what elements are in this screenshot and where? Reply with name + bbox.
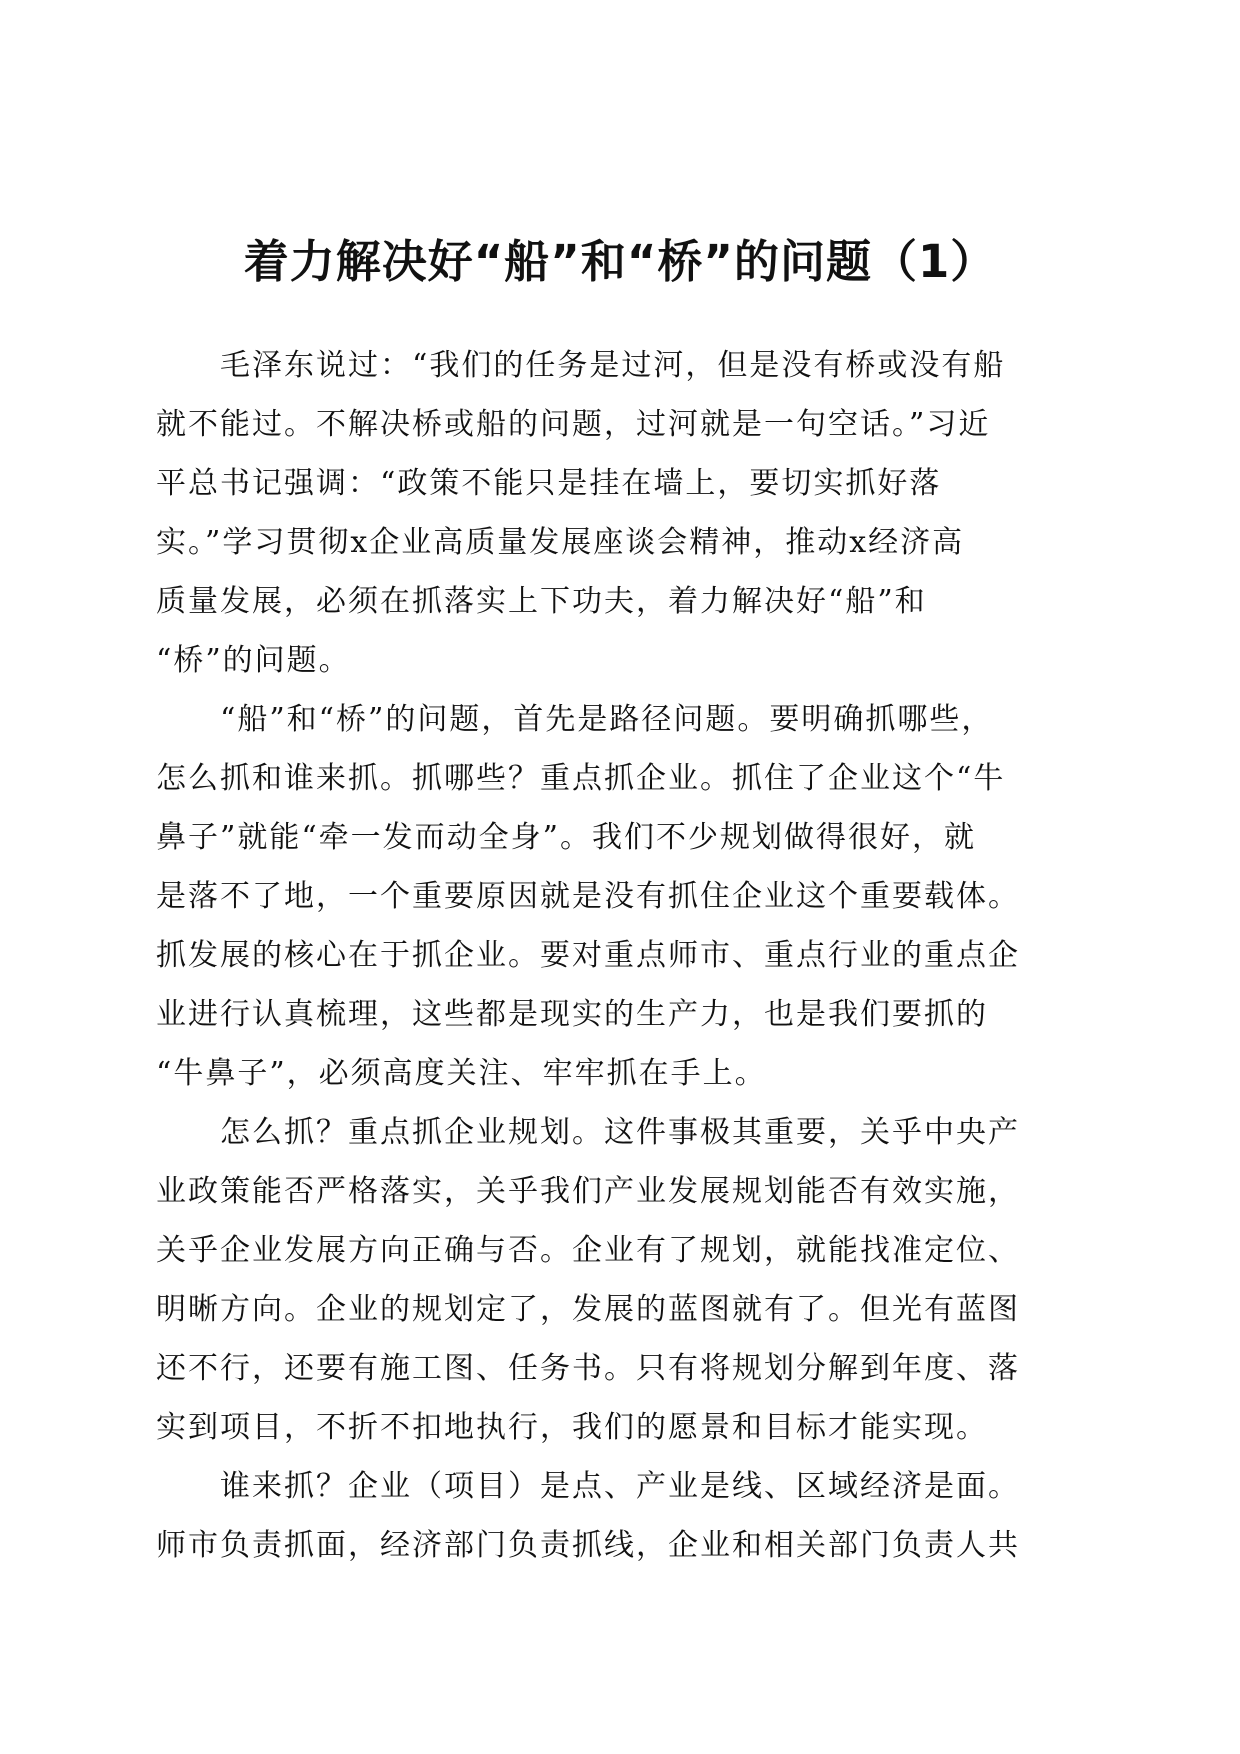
text-line: 怎么抓？重点抓企业规划。这件事极其重要，关乎中央产 [156,1115,1020,1150]
text-line: 实到项目，不折不扣地执行，我们的愿景和目标才能实现。 [156,1410,988,1445]
paragraph-1 [156,336,1056,690]
paragraph-3 [156,1103,1056,1457]
text-line: 平总书记强调：“政策不能只是挂在墙上，要切实抓好落 [156,466,942,501]
text-line: 毛泽东说过：“我们的任务是过河，但是没有桥或没有船 [156,348,1006,383]
text-line: 明晰方向。企业的规划定了，发展的蓝图就有了。但光有蓝图 [156,1292,1020,1327]
text-line: 业进行认真梳理，这些都是现实的生产力，也是我们要抓的 [156,997,988,1032]
text-line: 业政策能否严格落实，关乎我们产业发展规划能否有效实施， [156,1174,1020,1209]
text-line: “桥”的问题。 [156,643,351,678]
text-line: 质量发展，必须在抓落实上下功夫，着力解决好“船”和 [156,584,927,619]
text-line: “牛鼻子”，必须高度关注、牢牢抓在手上。 [156,1056,767,1091]
paragraph-4 [156,1457,1056,1575]
text-line: 关乎企业发展方向正确与否。企业有了规划，就能找准定位、 [156,1233,1020,1268]
text-line: 是落不了地，一个重要原因就是没有抓住企业这个重要载体。 [156,879,1020,914]
text-line: 就不能过。不解决桥或船的问题，过河就是一句空话。”习近 [156,407,991,442]
text-line: 鼻子”就能“牵一发而动全身”。我们不少规划做得很好，就 [156,820,977,855]
text-line: 谁来抓？企业（项目）是点、产业是线、区域经济是面。 [156,1469,1020,1504]
text-line: 抓发展的核心在于抓企业。要对重点师市、重点行业的重点企 [156,938,1020,973]
text-line: 怎么抓和谁来抓。抓哪些？重点抓企业。抓住了企业这个“牛 [156,761,1006,796]
body-text [156,336,1056,1575]
page-title: 着力解决好“船”和“桥”的问题（1） [243,235,997,288]
text-line: 还不行，还要有施工图、任务书。只有将规划分解到年度、落 [156,1351,1020,1386]
text-line: 师市负责抓面，经济部门负责抓线，企业和相关部门负责人共 [156,1528,1020,1563]
paragraph-2 [156,690,1056,1103]
text-line: 实。”学习贯彻x企业高质量发展座谈会精神，推动x经济高 [156,525,965,560]
text-line: “船”和“桥”的问题，首先是路径问题。要明确抓哪些， [156,702,994,737]
